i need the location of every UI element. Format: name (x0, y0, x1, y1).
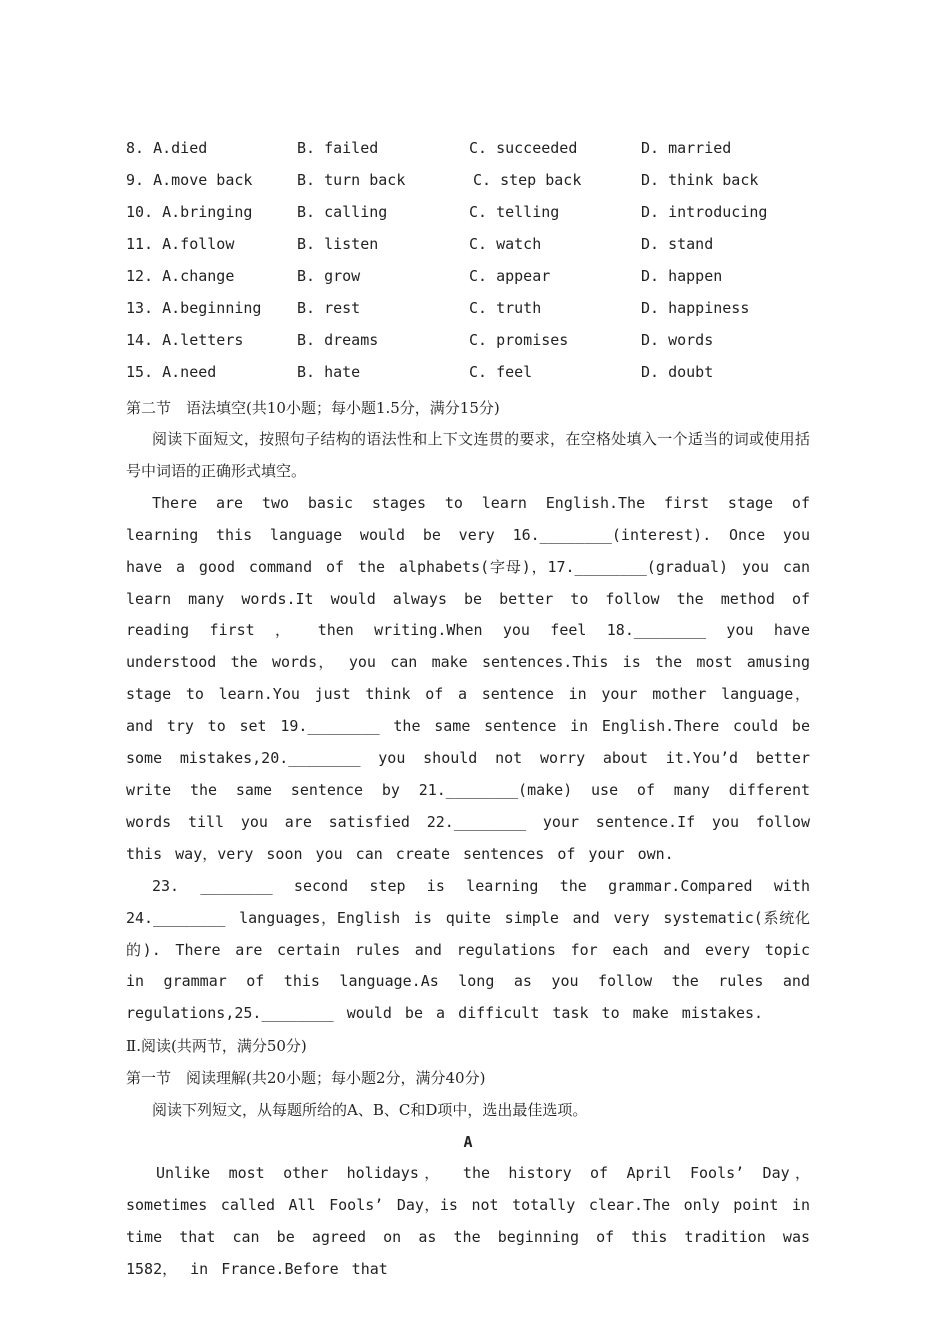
passage-paragraph: Unlike most other holidays， the history of April Fools’ Day， sometimes called All Fools’ Day，is not totally clear.The only point in time that can be agreed on as the beginning of this tradition was 1582， in France.Before that (126, 1164, 810, 1278)
option-d: D. happiness (641, 299, 750, 317)
option-c: C. appear (469, 267, 551, 285)
part-heading: Ⅱ.阅读(共两节，满分50分) (126, 1037, 307, 1056)
option-row (126, 360, 810, 392)
section-instruction: 阅读下面短文，按照句子结构的语法性和上下文连贯的要求，在空格处填入一个适当的词或使用括号中词语的正确形式填空。 (126, 430, 810, 480)
option-row (126, 136, 810, 168)
option-b: B. calling (297, 203, 388, 221)
option-a: 13. A.beginning (126, 299, 262, 317)
passage-paragraph: 23. ________ second step is learning the grammar.Compared with 24.________ languages，English is quite simple and very systematic(系统化的). There are certain rules and regulations for each and every topic in grammar of this language.As long as you follow the rules and regulations,25.________ would be a difficult task to make mistakes. (126, 876, 810, 1023)
choice-options (126, 136, 810, 392)
passage-paragraph: There are two basic stages to learn English.The first stage of learning this language would be very 16.________(interest). Once you have a good command of the alphabets(字母)，17.________(gradual) you can learn many words.It would always be better to follow the method of reading first ， then writing.When you feel 18.________ you have understood the words， you can make sentences.This is the most amusing stage to learn.You just think of a sentence in your mother language，and try to set 19.________ the same sentence in English.There could be some mistakes,20.________ you should not worry about it.You’d better write the same sentence by 21.________(make) use of many different words till you are satisfied 22.________ your sentence.If you follow this way，very soon you can create sentences of your own. (126, 493, 810, 863)
option-d: D. introducing (641, 203, 768, 221)
option-row (126, 296, 810, 328)
option-b: B. grow (297, 267, 361, 285)
option-c: C. telling (469, 203, 560, 221)
option-d: D. words (641, 331, 714, 349)
option-c: C. step back (473, 171, 582, 189)
option-c: C. feel (469, 363, 533, 381)
option-a: 11. A.follow (126, 235, 235, 253)
option-b: B. rest (297, 299, 361, 317)
option-c: C. truth (469, 299, 542, 317)
option-b: B. turn back (297, 171, 406, 189)
option-d: D. happen (641, 267, 723, 285)
option-row (126, 232, 810, 264)
option-a: 9. A.move back (126, 171, 253, 189)
option-b: B. failed (297, 139, 379, 157)
option-b: B. listen (297, 235, 379, 253)
exam-page (126, 136, 810, 1286)
option-c: C. watch (469, 235, 542, 253)
option-d: D. doubt (641, 363, 714, 381)
section-heading: 第一节 阅读理解(共20小题；每小题2分，满分40分) (126, 1069, 486, 1088)
option-row (126, 200, 810, 232)
option-d: D. think back (641, 171, 759, 189)
option-b: B. dreams (297, 331, 379, 349)
option-a: 14. A.letters (126, 331, 244, 349)
option-a: 15. A.need (126, 363, 217, 381)
section-heading: 第二节 语法填空(共10小题；每小题1.5分，满分15分) (126, 399, 500, 417)
option-row (126, 168, 810, 200)
section-instruction: 阅读下列短文，从每题所给的A、B、C和D项中，选出最佳选项。 (152, 1101, 588, 1120)
option-a: 12. A.change (126, 267, 235, 285)
option-row (126, 328, 810, 360)
option-a: 10. A.bringing (126, 203, 253, 221)
passage-label: A (463, 1133, 473, 1152)
option-b: B. hate (297, 363, 361, 381)
option-d: D. stand (641, 235, 714, 253)
option-c: C. succeeded (469, 139, 578, 157)
option-c: C. promises (469, 331, 569, 349)
option-d: D. married (641, 139, 732, 157)
option-row (126, 264, 810, 296)
option-a: 8. A.died (126, 139, 208, 157)
